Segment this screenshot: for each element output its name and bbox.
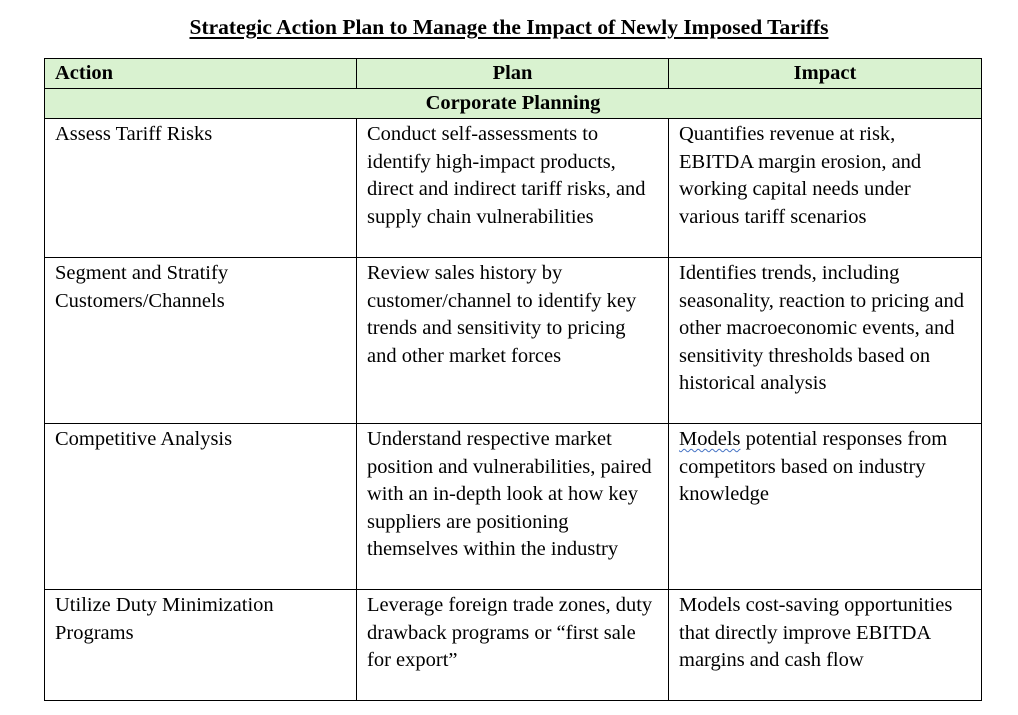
spellcheck-word: Models (679, 428, 741, 450)
impact-cell: Models cost-saving opportunities that directly improve EBITDA margins and cash flow (669, 590, 982, 701)
action-plan-table (44, 58, 982, 701)
plan-cell: Conduct self-assessments to identify high-impact products, direct and indirect tariff risks, and supply chain vulnerabilities (357, 119, 669, 258)
action-cell: Utilize Duty Minimization Programs (45, 590, 357, 701)
header-action: Action (45, 59, 357, 89)
table-row (45, 590, 982, 701)
action-cell: Assess Tariff Risks (45, 119, 357, 258)
table-header-row (45, 59, 982, 89)
section-corporate-planning: Corporate Planning (45, 89, 982, 119)
document-title: Strategic Action Plan to Manage the Impact of Newly Imposed Tariffs (189, 15, 829, 39)
action-cell: Competitive Analysis (45, 424, 357, 590)
impact-cell: Quantifies revenue at risk, EBITDA margin erosion, and working capital needs under various tariff scenarios (669, 119, 982, 258)
impact-cell (669, 424, 982, 590)
plan-cell: Review sales history by customer/channel to identify key trends and sensitivity to pricing and other market forces (357, 258, 669, 424)
impact-cell: Identifies trends, including seasonality, reaction to pricing and other macroeconomic events, and sensitivity thresholds based on historical analysis (669, 258, 982, 424)
table-row (45, 119, 982, 258)
plan-cell: Understand respective market position and vulnerabilities, paired with an in-depth look at how key suppliers are positioning themselves within the industry (357, 424, 669, 590)
table-row (45, 258, 982, 424)
plan-cell: Leverage foreign trade zones, duty drawback programs or “first sale for export” (357, 590, 669, 701)
table-row (45, 424, 982, 590)
section-row (45, 89, 982, 119)
impact-text: potential responses from competitors based on industry knowledge (679, 428, 948, 505)
header-impact: Impact (669, 59, 982, 89)
header-plan: Plan (357, 59, 669, 89)
action-cell: Segment and Stratify Customers/Channels (45, 258, 357, 424)
